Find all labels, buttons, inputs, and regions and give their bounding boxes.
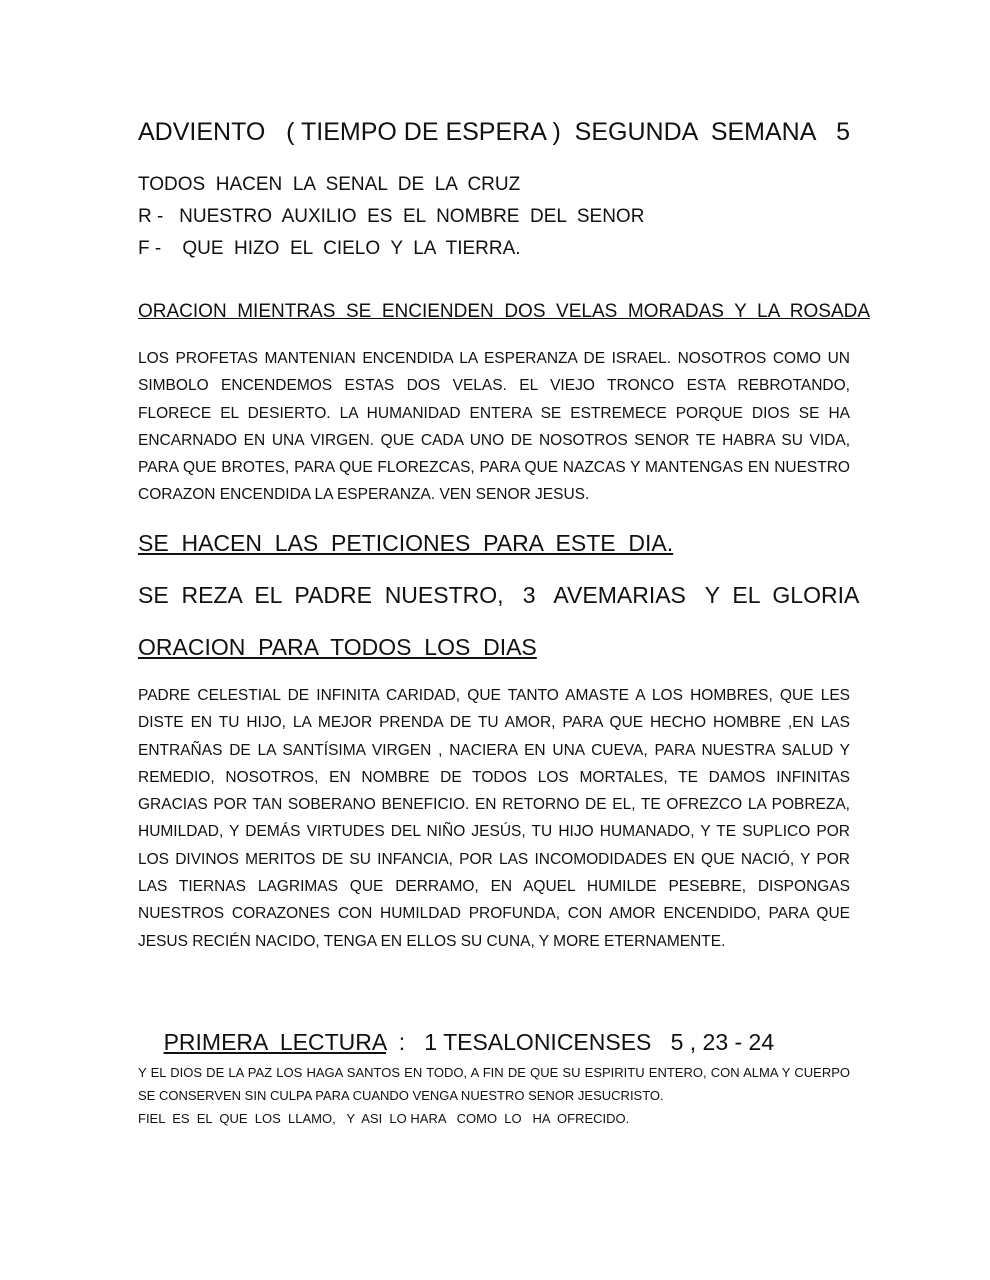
prayers-line: SE REZA EL PADRE NUESTRO, 3 AVEMARIAS Y EL GLORIA: [138, 582, 860, 608]
candle-prayer-text: LOS PROFETAS MANTENIAN ENCENDIDA LA ESPERANZA DE ISRAEL. NOSOTROS COMO UN SIMBOLO ENCENDEMOS ESTAS DOS VELAS. EL VIEJO TRONCO ESTA REBROTANDO, FLORECE EL DESIERTO. LA HUMANIDAD ENTERA SE ESTREMECE PORQUE DIOS SE HA ENCARNADO EN UNA VIRGEN. QUE CADA UNO DE NOSOTROS SENOR TE HABRA SU VIDA, PARA QUE BROTES, PARA QUE FLOREZCAS, PARA QUE NAZCAS Y MANTENGAS EN NUESTRO CORAZON ENCENDIDA LA ESPERANZA. VEN SENOR JESUS.: [138, 350, 850, 504]
opening-line-1: TODOS HACEN LA SENAL DE LA CRUZ: [138, 174, 521, 195]
opening-line-2: R - NUESTRO AUXILIO ES EL NOMBRE DEL SENOR: [138, 206, 645, 227]
reading-separator: :: [385, 1029, 425, 1055]
opening-line-3: F - QUE HIZO EL CIELO Y LA TIERRA.: [138, 238, 521, 259]
candle-prayer-heading: ORACION MIENTRAS SE ENCIENDEN DOS VELAS MORADAS Y LA ROSADA: [138, 301, 871, 322]
petitions-heading: SE HACEN LAS PETICIONES PARA ESTE DIA.: [138, 530, 674, 556]
reading-closing: FIEL ES EL QUE LOS LLAMO, Y ASI LO HARA COMO LO HA OFRECIDO.: [138, 1111, 630, 1126]
reading-label: PRIMERA LECTURA: [163, 1029, 386, 1055]
reading-citation: 1 TESALONICENSES 5 , 23 - 24: [424, 1029, 775, 1055]
page-title: [138, 118, 850, 147]
page-number: 5: [836, 118, 850, 146]
daily-prayer-text: PADRE CELESTIAL DE INFINITA CARIDAD, QUE TANTO AMASTE A LOS HOMBRES, QUE LES DISTE EN TU HIJO, LA MEJOR PRENDA DE TU AMOR, PARA QUE HECHO HOMBRE ,EN LAS ENTRAÑAS DE LA SANTÍSIMA VIRGEN , NACIERA EN UNA CUEVA, PARA NUESTRA SALUD Y REMEDIO, NOSOTROS, EN NOMBRE DE TODOS LOS MORTALES, TE DAMOS INFINITAS GRACIAS POR TAN SOBERANO BENEFICIO. EN RETORNO DE EL, TE OFREZCO LA POBREZA, HUMILDAD, Y DEMÁS VIRTUDES DEL NIÑO JESÚS, TU HIJO HUMANADO, Y TE SUPLICO POR LOS DIVINOS MERITOS DE SU INFANCIA, POR LAS INCOMODIDADES EN QUE NACIÓ, Y POR LAS TIERNAS LAGRIMAS QUE DERRAMO, EN AQUEL HUMILDE PESEBRE, DISPONGAS NUESTROS CORAZONES CON HUMILDAD PROFUNDA, CON AMOR ENCENDIDO, PARA QUE JESUS RECIÉN NACIDO, TENGA EN ELLOS SU CUNA, Y MORE ETERNAMENTE.: [138, 687, 850, 950]
title-text: ADVIENTO ( TIEMPO DE ESPERA ) SEGUNDA SEMANA: [138, 118, 817, 146]
daily-prayer-heading: ORACION PARA TODOS LOS DIAS: [138, 634, 537, 660]
reading-text: Y EL DIOS DE LA PAZ LOS HAGA SANTOS EN TODO, A FIN DE QUE SU ESPIRITU ENTERO, CON ALMA Y CUERPO SE CONSERVEN SIN CULPA PARA CUANDO VENGA NUESTRO SENOR JESUCRISTO.: [138, 1065, 850, 1103]
